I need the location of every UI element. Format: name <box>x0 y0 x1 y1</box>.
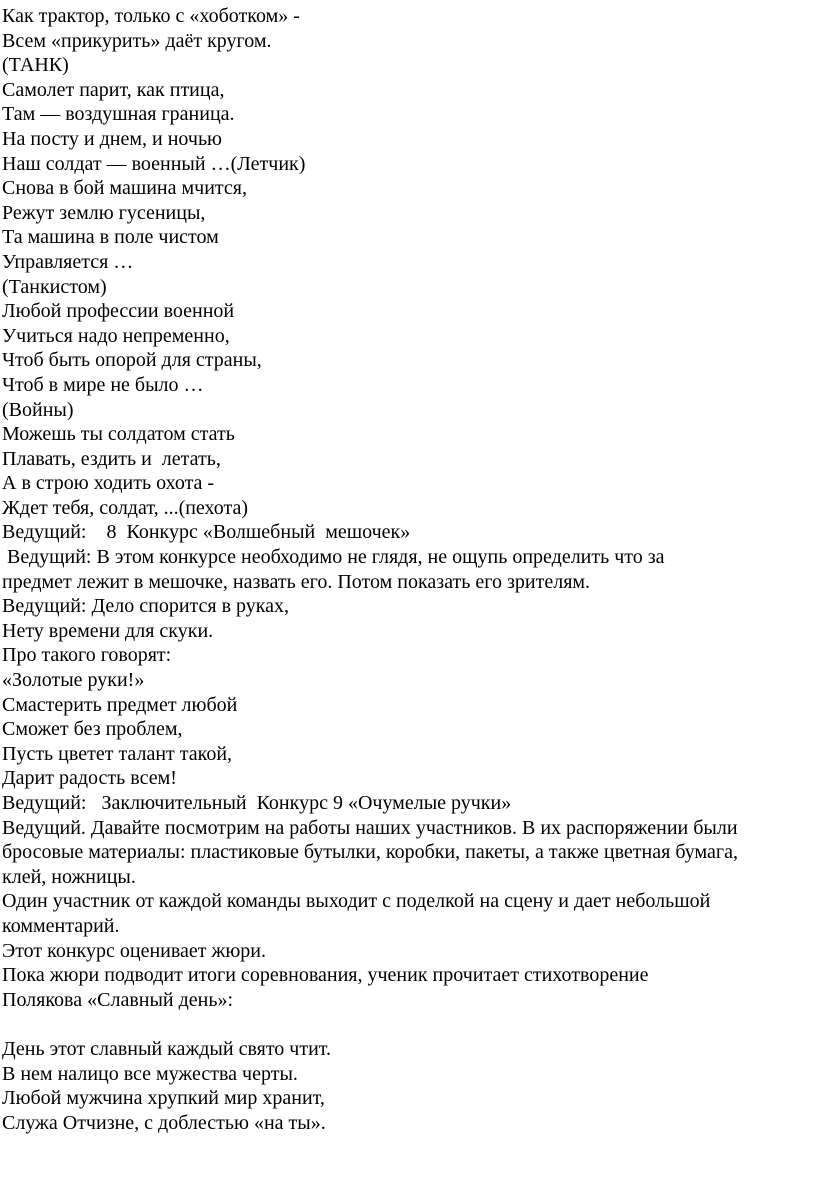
text-line: Полякова «Славный день»: <box>2 988 234 1011</box>
text-line: Ведущий: В этом конкурсе необходимо не глядя, не ощупь определить что за <box>2 546 665 569</box>
text-line: (Войны) <box>2 398 74 421</box>
text-line: Плавать, ездить и летать, <box>2 447 221 470</box>
text-line: А в строю ходить охота - <box>2 472 215 495</box>
text-line: «Золотые руки!» <box>2 669 145 692</box>
text-line: Как трактор, только с «хоботком» - <box>2 5 300 27</box>
text-line: Дарит радость всем! <box>2 767 177 790</box>
text-line: Всем «прикурить» даёт кругом. <box>2 29 272 52</box>
text-line: предмет лежит в мешочке, назвать его. Потом показать его зрителям. <box>2 570 591 593</box>
text-line: Там — воздушная граница. <box>2 103 235 126</box>
text-line: Чтоб в мире не было … <box>2 373 204 396</box>
text-line: Любой мужчина хрупкий мир хранит, <box>2 1087 325 1110</box>
text-line: Пусть цветет талант такой, <box>2 742 233 765</box>
text-line: Можешь ты солдатом стать <box>2 423 235 446</box>
text-line: День этот славный каждый свято чтит. <box>2 1037 332 1060</box>
text-line: Ведущий. Давайте посмотрим на работы наших участников. В их распоряжении были <box>2 816 738 839</box>
text-line: Этот конкурс оценивает жюри. <box>2 939 266 962</box>
document-page <box>2 4 814 1135</box>
text-line: Ведущий: Заключительный Конкурс 9 «Очумелые ручки» <box>2 792 512 814</box>
blank-line <box>2 1012 814 1037</box>
text-line: Служа Отчизне, с доблестью «на ты». <box>2 1111 326 1134</box>
text-line: На посту и днем, и ночью <box>2 127 222 150</box>
text-line: Сможет без проблем, <box>2 718 183 741</box>
text-line: Ждет тебя, солдат, ...(пехота) <box>2 496 249 519</box>
text-line: Ведущий: Дело спорится в руках, <box>2 595 290 618</box>
text-line: Наш солдат — военный …(Летчик) <box>2 152 306 175</box>
text-line: Один участник от каждой команды выходит с поделкой на сцену и дает небольшой <box>2 890 711 913</box>
text-line: В нем налицо все мужества черты. <box>2 1062 298 1085</box>
text-line: Любой профессии военной <box>2 300 235 323</box>
text-line: Смастерить предмет любой <box>2 693 238 716</box>
text-line: (Танкистом) <box>2 275 107 298</box>
text-line: Управляется … <box>2 250 134 273</box>
text-line: Нету времени для скуки. <box>2 619 214 642</box>
text-line: Пока жюри подводит итоги соревнования, ученик прочитает стихотворение <box>2 964 649 987</box>
text-line: клей, ножницы. <box>2 865 136 888</box>
text-line: Про такого говорят: <box>2 644 172 667</box>
text-line: Та машина в поле чистом <box>2 226 219 249</box>
text-line: Режут землю гусеницы, <box>2 201 206 224</box>
text-line: (ТАНК) <box>2 54 69 77</box>
text-line: бросовые материалы: пластиковые бутылки, коробки, пакеты, а также цветная бумага, <box>2 841 738 864</box>
text-line: Чтоб быть опорой для страны, <box>2 349 262 372</box>
text-line: Ведущий: 8 Конкурс «Волшебный мешочек» <box>2 521 411 544</box>
text-line: Снова в бой машина мчится, <box>2 177 247 200</box>
text-line: Учиться надо непременно, <box>2 324 230 347</box>
text-line: комментарий. <box>2 914 120 937</box>
text-line: Самолет парит, как птица, <box>2 78 225 101</box>
